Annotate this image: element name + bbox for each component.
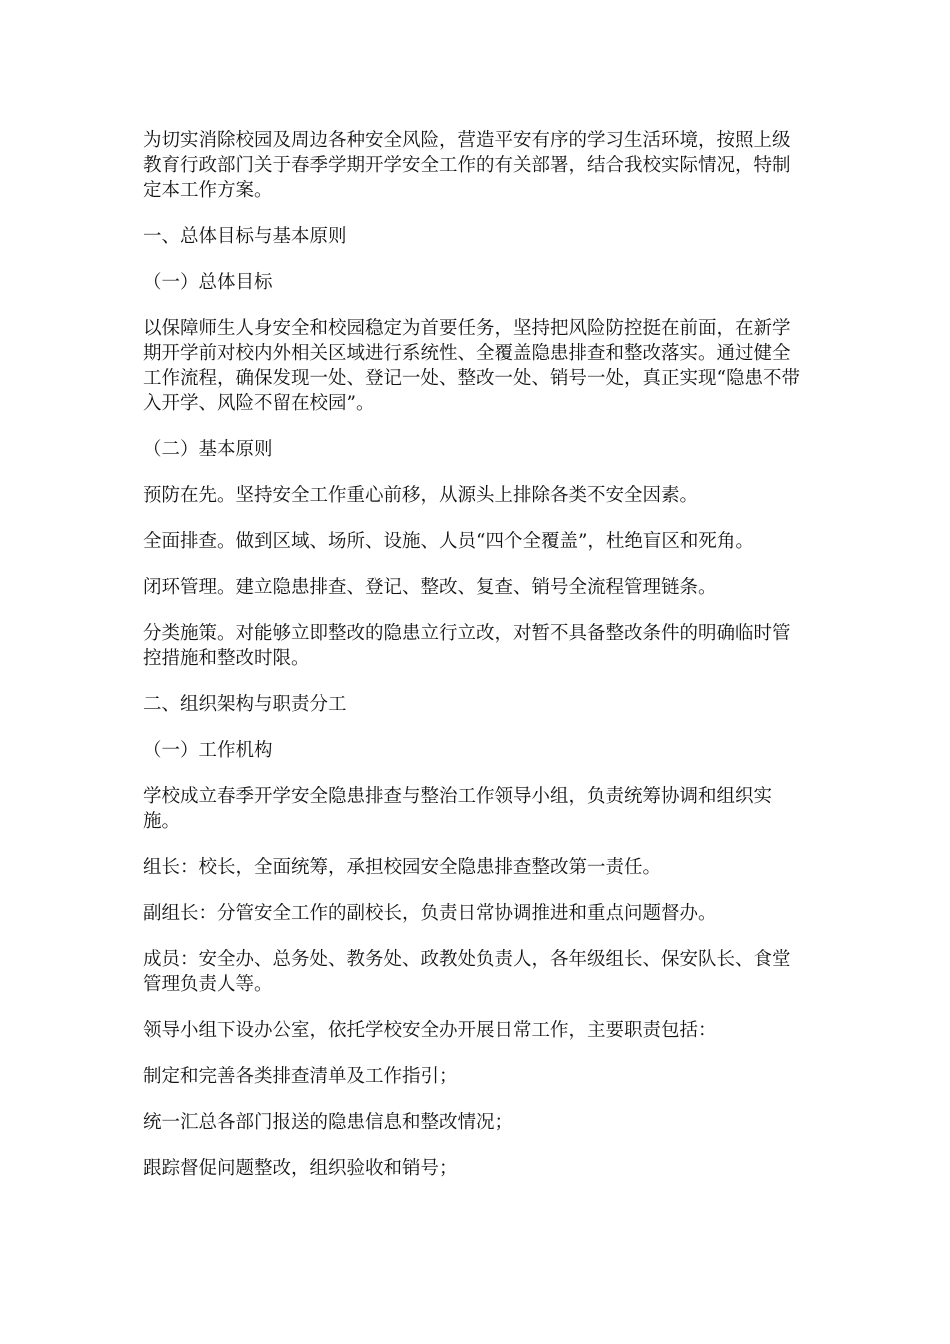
principle-prevention: 预防在先。坚持安全工作重心前移，从源头上排除各类不安全因素。 <box>143 485 699 506</box>
principle-full-inspection: 全面排查。做到区域、场所、设施、人员“四个全覆盖”，杜绝盲区和死角。 <box>143 531 754 552</box>
paragraph-group-leader: 组长：校长，全面统筹，承担校园安全隐患排查整改第一责任。 <box>143 857 662 878</box>
paragraph-office-duties: 领导小组下设办公室，依托学校安全办开展日常工作，主要职责包括： <box>143 1020 717 1041</box>
paragraph-deputy-leader: 副组长：分管安全工作的副校长，负责日常协调推进和重点问题督办。 <box>143 903 717 924</box>
section-heading-2: 二、组织架构与职责分工 <box>143 694 347 715</box>
document-body <box>143 128 807 1202</box>
section-heading-1: 一、总体目标与基本原则 <box>143 226 347 247</box>
duty-item-summary: 统一汇总各部门报送的隐患信息和整改情况； <box>143 1112 514 1133</box>
subsection-heading-1-2: （二）基本原则 <box>143 439 273 460</box>
subsection-heading-2-1: （一）工作机构 <box>143 740 273 761</box>
intro-paragraph: 为切实消除校园及周边各种安全风险，营造平安有序的学习生活环境，按照上级教育行政部门关于春季学期开学安全工作的有关部署，结合我校实际情况，特制定本工作方案。 <box>143 130 791 201</box>
paragraph-overall-goal: 以保障师生人身安全和校园稳定为首要任务，坚持把风险防控挺在前面，在新学期开学前对校内外相关区域进行系统性、全覆盖隐患排查和整改落实。通过健全工作流程，确保发现一处、登记一处、整改一处、销号一处，真正实现“隐患不带入开学、风险不留在校园”。 <box>143 318 800 414</box>
principle-closed-loop: 闭环管理。建立隐患排查、登记、整改、复查、销号全流程管理链条。 <box>143 577 717 598</box>
paragraph-members: 成员：安全办、总务处、教务处、政教处负责人，各年级组长、保安队长、食堂管理负责人等。 <box>143 949 791 995</box>
duty-item-checklists: 制定和完善各类排查清单及工作指引； <box>143 1066 458 1087</box>
principle-classified-measures: 分类施策。对能够立即整改的隐患立行立改，对暂不具备整改条件的明确临时管控措施和整改时限。 <box>143 623 791 669</box>
subsection-heading-1-1: （一）总体目标 <box>143 272 273 293</box>
duty-item-followup: 跟踪督促问题整改，组织验收和销号； <box>143 1158 458 1179</box>
paragraph-leading-group: 学校成立春季开学安全隐患排查与整治工作领导小组，负责统筹协调和组织实施。 <box>143 786 773 832</box>
